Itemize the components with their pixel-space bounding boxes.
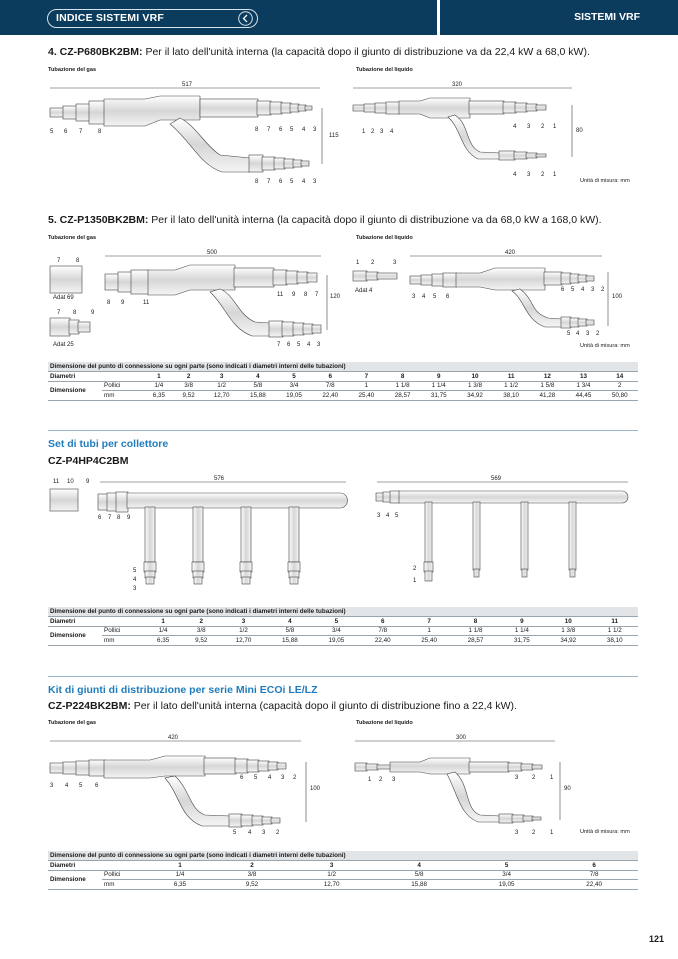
collector-gas-part-number: 6: [98, 515, 102, 521]
s4-liquid-part-number: 4: [390, 129, 394, 135]
table1-cell: 1/2: [204, 381, 240, 391]
s5-adapter-part-number: 2: [371, 260, 375, 266]
table2-diam-label: Diametri: [48, 617, 144, 627]
minieco-desc: Per il lato dell'unità interna (capacità dopo il giunto di distribuzione fino a 22,4 kW).: [133, 700, 517, 712]
table2-cell: 2: [182, 617, 220, 627]
section4-code: 4. CZ-P680BK2BM:: [48, 46, 143, 58]
s4-liquid-part-number: 3: [527, 124, 531, 130]
table2-cell: 1: [144, 617, 182, 627]
mini-gas-part-number: 2: [276, 830, 280, 836]
s5-liquid-part-number: 6: [446, 294, 450, 300]
s5-liquid-part-number: 3: [586, 331, 590, 337]
table3-dim-label: Dimensione: [48, 870, 102, 889]
s4-gas-part-number: 8: [255, 127, 259, 133]
table1-cell: 1 3/8: [457, 381, 493, 391]
mini-liquid-part-number: 3: [392, 777, 396, 783]
table1-cell: 12,70: [204, 391, 240, 401]
s5-gas-part-number: 3: [317, 342, 321, 348]
s5-liquid-part-number: 4: [581, 287, 585, 293]
table3-mm-label: mm: [102, 880, 144, 890]
table2-cell: 1: [406, 626, 452, 636]
s5-adapter-part-number: 3: [393, 260, 397, 266]
s4-gas-part-number: 6: [64, 129, 68, 135]
s4-gas-part-number: 6: [279, 127, 283, 133]
table2-cell: 31,75: [499, 636, 545, 646]
mini-liquid-part-number: 1: [550, 830, 554, 836]
table1-cell: 10: [457, 372, 493, 382]
table1-cell: 41,28: [529, 391, 565, 401]
mini-liquid-part-number: 2: [532, 775, 536, 781]
table3-cell: 4: [375, 861, 462, 871]
table1-cell: 1 1/2: [493, 381, 529, 391]
table1-cell: 1/4: [144, 381, 174, 391]
mini-gas-part-number: 3: [262, 830, 266, 836]
mini-gas-part-number: 2: [293, 775, 297, 781]
table3-cell: 3: [288, 861, 375, 871]
mini-liquid-length: 300: [456, 735, 467, 741]
table2-cell: 9,52: [182, 636, 220, 646]
s4-gas-part-number: 7: [79, 129, 83, 135]
table1-dim-label: Dimensione: [48, 381, 102, 400]
mini-liquid-part-number: 3: [515, 830, 519, 836]
s5-liquid-height: 100: [612, 294, 623, 300]
mini-gas-part-number: 6: [95, 783, 99, 789]
table1-cell: 12: [529, 372, 565, 382]
s4-gas-part-number: 6: [279, 179, 283, 185]
s5-adapter-part-number: 8: [73, 310, 77, 316]
s5-adapter1: Adat 69: [53, 295, 74, 301]
s5-adapter-part-number: 8: [76, 258, 80, 264]
s4-liquid-label: Tubazione del liquido: [356, 67, 413, 73]
table1-cell: 6,35: [144, 391, 174, 401]
mini-gas-height: 100: [310, 786, 321, 792]
table2-cell: 3/4: [313, 626, 359, 636]
s4-gas-part-number: 7: [267, 127, 271, 133]
s5-gas-part-number: 9: [292, 292, 296, 298]
s5-gas-part-number: 9: [121, 300, 125, 306]
table3-cell: 5: [463, 861, 550, 871]
table1-cell: 1 1/4: [421, 381, 457, 391]
s5-adapter-part-number: 1: [356, 260, 360, 266]
table3-cell: 1/2: [288, 870, 375, 880]
section5-desc: Per il lato dell'unità interna (la capacità dopo il giunto di distribuzione va da 68,0 kW a 168,0 kW).: [151, 214, 602, 226]
collector-liquid-part-number: 5: [395, 513, 399, 519]
table2-cell: 7: [406, 617, 452, 627]
table1-cell: 38,10: [493, 391, 529, 401]
mini-gas-drawing: [50, 741, 306, 827]
table2-cell: 1/2: [220, 626, 266, 636]
table1-cell: 50,80: [602, 391, 638, 401]
collector-gas-drawing: [50, 482, 348, 584]
s5-liquid-part-number: 6: [561, 287, 565, 293]
mini-gas-part-number: 5: [254, 775, 258, 781]
s5-adapter-part-number: 7: [57, 310, 61, 316]
table1-cell: 19,05: [276, 391, 312, 401]
mini-liquid-part-number: 2: [379, 777, 383, 783]
s5-liquid-part-number: 5: [571, 287, 575, 293]
mini-gas-label: Tubazione del gas: [48, 720, 97, 726]
table3-title: Dimensione del punto di connessione su ogni parte (sono indicati i diametri interni delle tubazioni): [48, 851, 638, 861]
table2-cell: 1/4: [144, 626, 182, 636]
s4-gas-part-number: 7: [267, 179, 271, 185]
mini-gas-part-number: 3: [281, 775, 285, 781]
mini-liquid-drawing: [355, 741, 560, 823]
s4-liquid-height: 80: [576, 128, 583, 134]
s4-gas-part-number: 4: [302, 179, 306, 185]
mini-liquid-part-number: 3: [515, 775, 519, 781]
minieco-code: CZ-P224BK2BM:: [48, 700, 131, 712]
table3-cell: 12,70: [288, 880, 375, 890]
table2-cell: 7/8: [360, 626, 406, 636]
table3-cell: 19,05: [463, 880, 550, 890]
s4-gas-label: Tubazione del gas: [48, 67, 97, 73]
mini-gas-part-number: 5: [79, 783, 83, 789]
s4-gas-part-number: 3: [313, 179, 317, 185]
table1-cell: 22,40: [312, 391, 348, 401]
table2-title: Dimensione del punto di connessione su ogni parte (sono indicati i diametri interni delle tubazioni): [48, 607, 638, 617]
s5-gas-height: 120: [330, 294, 341, 300]
table1-cell: 1 3/4: [565, 381, 601, 391]
table1-cell: 1: [144, 372, 174, 382]
page-number: 121: [649, 934, 665, 944]
table3-cell: 1/4: [144, 870, 216, 880]
collector-gas-part-number: 7: [108, 515, 112, 521]
table1-cell: 4: [240, 372, 276, 382]
s4-gas-part-number: 5: [50, 129, 54, 135]
s4-gas-part-number: 3: [313, 127, 317, 133]
s5-liquid-drawing: [353, 256, 608, 328]
s5-gas-part-number: 6: [287, 342, 291, 348]
s4-liquid-part-number: 3: [527, 172, 531, 178]
table1-cell: 2: [174, 372, 204, 382]
table1-mm-label: mm: [102, 391, 144, 401]
table2-cell: 19,05: [313, 636, 359, 646]
section-label: SISTEMI VRF: [574, 11, 640, 23]
collector-title: Set di tubi per collettore: [48, 438, 169, 450]
mini-liquid-label: Tubazione del liquido: [356, 720, 413, 726]
table1-title: Dimensione del punto di connessione su ogni parte (sono indicati i diametri interni delle tubazioni): [48, 362, 638, 372]
table3-cell: 3/8: [216, 870, 288, 880]
collector-gas-length: 576: [214, 476, 225, 482]
table2-cell: 1 1/8: [452, 626, 498, 636]
mini-liquid-part-number: 1: [550, 775, 554, 781]
table1-cell: 1 1/8: [385, 381, 421, 391]
table1-cell: 1 5/8: [529, 381, 565, 391]
collector-gas-part-number: 4: [133, 577, 137, 583]
collector-liquid-part-number: 2: [413, 566, 417, 572]
s5-liquid-part-number: 3: [412, 294, 416, 300]
mini-gas-length: 420: [168, 735, 179, 741]
mini-gas-part-number: 4: [268, 775, 272, 781]
collector-liquid-length: 569: [491, 476, 502, 482]
s5-gas-part-number: 8: [107, 300, 111, 306]
s5-unit-note: Unità di misura: mm: [580, 343, 630, 349]
table1-cell: 8: [385, 372, 421, 382]
minieco-title: Kit di giunti di distribuzione per serie Mini ECOi LE/LZ: [48, 684, 318, 696]
table1-cell: 31,75: [421, 391, 457, 401]
s4-liquid-part-number: 2: [541, 124, 545, 130]
table2-cell: 8: [452, 617, 498, 627]
table1-cell: 34,92: [457, 391, 493, 401]
table3-cell: 6: [550, 861, 638, 871]
s5-gas-label: Tubazione del gas: [48, 235, 97, 241]
table1-cell: 28,57: [385, 391, 421, 401]
table3-cell: 1: [144, 861, 216, 871]
table2-cell: 28,57: [452, 636, 498, 646]
table3-cell: 5/8: [375, 870, 462, 880]
table2-cell: 4: [267, 617, 313, 627]
s5-adapter3: Adat 4: [355, 288, 373, 294]
table1-cell: 1: [348, 381, 384, 391]
collector-liquid-part-number: 3: [377, 513, 381, 519]
table1-cell: 3/8: [174, 381, 204, 391]
table2-cell: 9: [499, 617, 545, 627]
table2-cell: 1 3/8: [545, 626, 591, 636]
collector-adapter-part-number: 11: [53, 479, 60, 485]
table2-cell: 3/8: [182, 626, 220, 636]
table1-cell: 5/8: [240, 381, 276, 391]
table1-cell: 9: [421, 372, 457, 382]
s4-gas-part-number: 8: [255, 179, 259, 185]
table3-cell: 6,35: [144, 880, 216, 890]
table3-cell: 3/4: [463, 870, 550, 880]
table2-cell: 5/8: [267, 626, 313, 636]
mini-gas-part-number: 3: [50, 783, 54, 789]
table3-cell: 7/8: [550, 870, 638, 880]
s5-gas-part-number: 11: [277, 292, 284, 298]
table1-cell: 15,88: [240, 391, 276, 401]
s5-liquid-part-number: 2: [601, 287, 605, 293]
table3-inch-label: Pollici: [102, 870, 144, 880]
table3-diam-label: Diametri: [48, 861, 144, 871]
table2-cell: 3: [220, 617, 266, 627]
s5-gas-part-number: 8: [304, 292, 308, 298]
table2-cell: 11: [591, 617, 638, 627]
table2-cell: 1 1/2: [591, 626, 638, 636]
s4-gas-height: 115: [329, 133, 339, 139]
table2-cell: 25,40: [406, 636, 452, 646]
collector-liquid-part-number: 4: [386, 513, 390, 519]
s5-gas-part-number: 5: [297, 342, 301, 348]
collector-adapter-part-number: 9: [86, 479, 90, 485]
table1-cell: 6: [312, 372, 348, 382]
table2-cell: 34,92: [545, 636, 591, 646]
table3-cell: 2: [216, 861, 288, 871]
s4-gas-part-number: 5: [290, 179, 294, 185]
section4-desc: Per il lato dell'unità interna (la capacità dopo il giunto di distribuzione va da 22,4 kW a 68,0 kW).: [145, 46, 590, 58]
s4-liquid-part-number: 4: [513, 172, 517, 178]
table1-cell: 44,45: [565, 391, 601, 401]
s5-gas-part-number: 7: [277, 342, 281, 348]
table2-cell: 1 1/4: [499, 626, 545, 636]
mini-gas-part-number: 4: [65, 783, 69, 789]
table1-cell: 11: [493, 372, 529, 382]
table1-inch-label: Pollici: [102, 381, 144, 391]
s4-unit-note: Unità di misura: mm: [580, 178, 630, 184]
table1-cell: 25,40: [348, 391, 384, 401]
s4-liquid-drawing: [353, 88, 572, 160]
table2-inch-label: Pollici: [102, 626, 144, 636]
part-numbers: [50, 124, 605, 836]
collector-gas-part-number: 5: [133, 568, 137, 574]
s5-gas-part-number: 4: [307, 342, 311, 348]
mini-liquid-height: 90: [564, 786, 571, 792]
s4-liquid-part-number: 1: [362, 129, 366, 135]
s4-liquid-part-number: 4: [513, 124, 517, 130]
table1-cell: 2: [602, 381, 638, 391]
table2-cell: 5: [313, 617, 359, 627]
s5-liquid-part-number: 5: [433, 294, 437, 300]
table2-cell: 6,35: [144, 636, 182, 646]
table1-cell: 7: [348, 372, 384, 382]
s4-liquid-part-number: 3: [380, 129, 384, 135]
table2-mm-label: mm: [102, 636, 144, 646]
mini-gas-part-number: 4: [248, 830, 252, 836]
table2-cell: 12,70: [220, 636, 266, 646]
s5-gas-part-number: 7: [315, 292, 319, 298]
mini-liquid-part-number: 2: [532, 830, 536, 836]
table2-dim-label: Dimensione: [48, 626, 102, 645]
table2-cell: 22,40: [360, 636, 406, 646]
s5-liquid-part-number: 4: [422, 294, 426, 300]
s5-liquid-part-number: 5: [567, 331, 571, 337]
table1-cell: 3/4: [276, 381, 312, 391]
s4-liquid-part-number: 1: [553, 124, 557, 130]
table2-cell: 15,88: [267, 636, 313, 646]
table1-cell: 7/8: [312, 381, 348, 391]
s4-liquid-part-number: 1: [553, 172, 557, 178]
s5-adapter2: Adat 25: [53, 342, 74, 348]
s5-liquid-label: Tubazione del liquido: [356, 235, 413, 241]
section5-code: 5. CZ-P1350BK2BM:: [48, 214, 149, 226]
mini-unit-note: Unità di misura: mm: [580, 829, 630, 835]
mini-gas-part-number: 5: [233, 830, 237, 836]
s4-gas-part-number: 5: [290, 127, 294, 133]
collector-code: CZ-P4HP4C2BM: [48, 455, 129, 467]
s4-gas-part-number: 4: [302, 127, 306, 133]
table2-cell: 10: [545, 617, 591, 627]
s5-adapter-part-number: 7: [57, 258, 61, 264]
table1-cell: 3: [204, 372, 240, 382]
s5-gas-length: 500: [207, 250, 218, 256]
collector-gas-part-number: 9: [127, 515, 131, 521]
collector-adapter-part-number: 10: [67, 479, 74, 485]
table2-cell: 6: [360, 617, 406, 627]
collector-liquid-part-number: 1: [413, 578, 417, 584]
table3-cell: 9,52: [216, 880, 288, 890]
s5-liquid-length: 420: [505, 250, 516, 256]
table3-cell: 22,40: [550, 880, 638, 890]
s5-liquid-part-number: 4: [576, 331, 580, 337]
table2-cell: 38,10: [591, 636, 638, 646]
s4-liquid-part-number: 2: [371, 129, 375, 135]
table1-cell: 9,52: [174, 391, 204, 401]
s4-liquid-length: 320: [452, 82, 463, 88]
s5-adapter-part-number: 9: [91, 310, 95, 316]
s5-liquid-part-number: 2: [596, 331, 600, 337]
table1-cell: 13: [565, 372, 601, 382]
collector-gas-part-number: 8: [117, 515, 121, 521]
mini-liquid-part-number: 1: [368, 777, 372, 783]
vrf-index-label: INDICE SISTEMI VRF: [56, 12, 165, 24]
collector-gas-part-number: 3: [133, 586, 137, 592]
s4-gas-length: 517: [182, 82, 193, 88]
table1-diam-label: Diametri: [48, 372, 144, 382]
s4-liquid-part-number: 2: [541, 172, 545, 178]
s5-gas-part-number: 11: [143, 300, 150, 306]
s5-gas-drawing: [50, 256, 327, 337]
table3-cell: 15,88: [375, 880, 462, 890]
mini-gas-part-number: 6: [240, 775, 244, 781]
s4-gas-part-number: 8: [98, 129, 102, 135]
table1-cell: 14: [602, 372, 638, 382]
table1-cell: 5: [276, 372, 312, 382]
s5-liquid-part-number: 3: [591, 287, 595, 293]
